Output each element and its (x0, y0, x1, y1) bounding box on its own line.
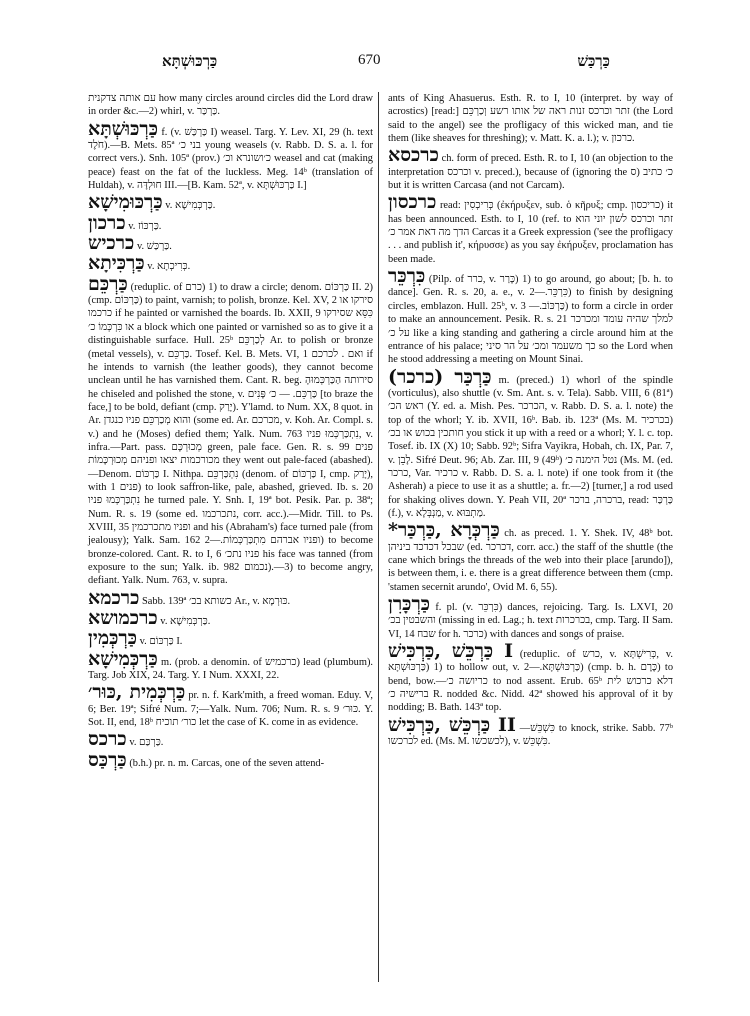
entry-headword: כַּרְכִּיתָא (88, 252, 145, 275)
right-column (388, 92, 673, 749)
entry-headword: כַּרְכַּס (88, 748, 127, 771)
dictionary-entry (388, 713, 673, 749)
page-header (90, 52, 650, 74)
dictionary-entry (88, 211, 373, 234)
entry-headword: כַּרְכּוּשְׁתָּא (88, 117, 159, 140)
entry-definition: ants of King Ahasuerus. Esth. R. to I, 10 (interpret. by way of acrostics) [read:] זתר וכרכס זנות ראה של אותו רשע וְכַרְכֵּם (the Lord said to the angel) see the profligacy of this wicked man, and tie them (like sheaves for threshing); v. Matt. K. a. l.); v. כרכון. (388, 93, 673, 145)
dictionary-entry (88, 586, 373, 609)
entry-headword: *כַּרְכְּרָא ,כַּרְכַּר (388, 519, 500, 542)
entry-definition: (b.h.) pr. n. m. Carcas, one of the seven attend- (129, 757, 325, 769)
dictionary-entry (388, 521, 673, 594)
entry-definition: read: כְּרִיכְסִין (ἐκήρυξεν, sub. ὁ κῆρυξ; cmp. כריכסון) it has been announced. Esth. to I, 10 (ref. to זתר וכרכס לשון יוני הוא הדך מה דאת אמר כ׳ Carcas it a Greek expression ('see the profligacy . . . and publish it', κήρυσσε) as you say ἐκήρυξεν, proclamation has been made. (388, 200, 673, 265)
dictionary-entry (88, 748, 373, 771)
entry-definition: m. (prob. a denomin. of כרכמיש) lead (plumbum). Targ. Job XIX, 24. Targ. Y. I Num. XXXI, 22. (88, 656, 373, 682)
dictionary-entry (388, 267, 673, 366)
dictionary-entry (88, 272, 374, 588)
page-number: 670 (358, 52, 381, 68)
entry-headword: כרכמא (88, 586, 140, 609)
entry-headword: (כרכר) כַּרְכַּר (388, 365, 492, 388)
entry-headword: כַּרְכֵּשׁ ,כַּרְכִּישׁ II (388, 713, 516, 736)
entry-headword: כִּרְכֵּר (388, 265, 426, 288)
entry-headword: כַּרְכּוּמִישָׁא (88, 191, 163, 214)
entry-headword: כרכסא (388, 144, 439, 167)
entry-definition: עם אותה צדקנית how many circles around circles did the Lord draw in order &c.—2) whirl, v. כַּרְכַּר. (88, 93, 373, 118)
entry-headword: כרכיש (88, 232, 135, 255)
dictionary-entry (388, 595, 673, 641)
dictionary-entry (88, 730, 373, 749)
dictionary-entry (88, 629, 373, 648)
dictionary-entry (388, 365, 674, 521)
dictionary-entry (88, 234, 373, 253)
dictionary-entry (88, 92, 373, 119)
entry-definition: —כִּשְׁכֵּשׁ to knock, strike. Sabb. 77ᵇ לכרכשו ed. (Ms. M. לכשכשו), v. כִּשְׁכֵּשׁ. (388, 722, 673, 748)
entry-definition: Sabb. 139ª כשותא בכ׳ Ar., v. כּוּרְמָא. (141, 595, 291, 607)
dictionary-entry (88, 683, 373, 729)
dictionary-entry (88, 193, 373, 212)
entry-definition: ch. form of preced. Esth. R. to I, 10 (an objection to the interpretation וכרכס v. preced.), because of (ignoring the ס) כ׳ כתיב but it is written Carcasa (and not Carcam). (388, 153, 674, 192)
entry-headword: כַּרְכְּמִית ,כּוּר׳ (88, 681, 186, 704)
entry-definition: pr. n. f. Kark'mith, a freed woman. Eduy. V, 6; Ber. 19ª; Sifré Num. 7;—Yalk. Num. 706; Num. R. s. 9 כּוּר׳. Y. Sot. II, end, 18ᵇ כור׳ תוכיח let the case of K. come in as evidence. (88, 690, 373, 729)
entry-headword: כרכון (88, 211, 126, 234)
entry-headword: כַּרְכְּמִישָׁא (88, 647, 158, 670)
entry-definition: v. כְּרִיכְתָא. (147, 261, 191, 273)
entry-definition: v. כַּרְכְּמִישָׁא. (165, 200, 216, 212)
header-left-headword: כַּרְכּוּשְׁתָּא (162, 52, 218, 70)
entry-headword: כרכס (88, 728, 127, 751)
entry-definition: v. כַּרְכְּמִישָׁא. (160, 616, 211, 628)
entry-definition: f. pl. (v. כִּרְכֵּר) dances, rejoicing. Targ. Is. LXVI, 20 והשבטין בכ׳ (missing in ed. Lag.; h. text בכרכרות, cmp. Targ. II Sam. VI, 14 שבח for h. כרכר) with dances and songs of praise. (388, 602, 674, 640)
header-right-headword: כַּרְכַּשׁ (577, 52, 610, 70)
column-divider (378, 92, 379, 982)
entry-definition: v. כַּרְכַּם. (129, 737, 164, 749)
entry-definition: (reduplic. of כרש, v. כְּרִישְׁתָּא, v. כַּרְכּוּשְׁתָּא) 1) to hollow out, v. כַּרְכּוּשְׁתָּא.—2) (cmp. b. h. כֶּרֶם) to bend, bow.—כריושה כ׳ to nod assent. Erub. 65ᵇ דלא כרכוש לית ברישיה כ׳ R. nodded &c. Nidd. 42ª showed his approval of it by nodding; B. Bath. 143ª top. (388, 649, 674, 714)
entry-definition: m. (preced.) 1) whorl of the spindle (vorticulus), also shuttle (v. Sm. Ant. s. v. Tela). Sabb. VIII, 6 (81ª) ראש הכ׳ (Y. ed. a. Mish. Pes. הכרכר, v. Rabb. D. S. a. l. note) the top of the whorl; Y. ib. XVII, 16ᵇ. Bab. ib. 123ª (Ms. M. בכרכיר) חותכין בכוש או בכ׳ you stick it up with a reed or a whorl; Y. l. c. top. Tosef. ib. IX (X) 10; Sabb. 92ᵇ; Sifra Vayikra, Hobah, ch. IX, Par. 7, v. לָבֵן. Sifré Deut. 96; Ab. Zar. III, 9 (49ᵇ) נטל הימנה כ׳ (Ms. M. (ed. כרכר, Var. כרכיר v. Rabb. D. S. a. l. note) if one took from it (the Asherah) a piece to use it as a shuttle; a. fr.—2) [turner,] a rod used for shaking olives down. Y. Peah VII, 20ª ברכרה, ברכר, read: כַּרְכַּר (f.), v. מַנְבְּלָא, v. מַתְבּוּא. (388, 374, 674, 519)
entry-definition: v. כַּרְכּוֹם I. (139, 636, 183, 648)
dictionary-entry (388, 92, 673, 145)
entry-headword: כַּרְכֵּשׁ ,כַּרְכִּישׁ I (388, 640, 514, 663)
dictionary-entry (388, 642, 673, 715)
entry-definition: f. (v. כַּרְכַּשׁ I) weasel. Targ. Y. Lev. XI, 29 (h. text חֹלֶד).—B. Mets. 85ª בני כ׳ young weasels (v. Rabb. D. S. a. l. for correct vers.). Snh. 105ª (prov.) כ׳ושונרא וכ׳ weasel and cat (making peace) feast on the fat of the luckless. Meg. 14ᵇ (translation of Huldah), v. חוּלְדָּה III.—[B. Kam. 52ª, v. כַּרְכּוּשְׁתָּא I.] (88, 126, 374, 192)
entry-definition: ch. as preced. 1. Y. Shek. IV, 48ᵇ bot. שבכל דכדכד ביניהן (ed. דכרכר, corr. acc.) the staff of the shuttle (the cane which brings the threads of the web into their place [arundo]), is between them, i. e. there is a great difference between them (cmp. 'stamen secernit arundo', Ovid M. 6, 55). (388, 528, 673, 593)
entry-headword: כרכסון (388, 191, 437, 214)
dictionary-entry (88, 609, 373, 628)
entry-headword: כרכמושא (88, 607, 158, 630)
entry-headword: כַּרְכָּרִן (388, 593, 431, 616)
entry-definition: v. כַּרְכּוֹז. (128, 220, 162, 232)
dictionary-entry (388, 193, 673, 266)
entry-headword: כַּרְכֵּם (88, 272, 128, 295)
dictionary-entry (388, 146, 673, 192)
dictionary-entry (88, 117, 374, 193)
entry-definition: (Pilp. of כרר, v. כָּרַר) 1) to go around, go about; [b. h. to dance]. Gen. R. s. 20, a. e., v. כִּרְכֵּר.—2) to finish by designing circles, emblazon. Hull. 25ᵇ, v. כַּרְכּוֹב.— 3) to form a circle in order to make an announcement. Pesik. R. s. 21 למלך שהיה עומד ומכרכר על כ׳ like a king standing and gathering a circle around him at the entrance of his palace; כך משעמד ומכ׳ על הר סיני so the Lord when he stood addressing a meeting on Mount Sinai. (388, 274, 674, 366)
entry-headword: כַּרְכְּמִין (88, 627, 137, 650)
dictionary-entry (88, 647, 373, 683)
left-column (88, 92, 373, 771)
entry-definition: v. כַּרְכַּשׁ. (136, 241, 172, 253)
entry-definition: (reduplic. of כרם) 1) to draw a circle; denom. כַּרְכּוֹם II. 2) (cmp. כַּרְכּוֹם) to paint, varnish; to polish, bronze. Kel. XV, 2 סירקו או כרכמו if he painted or varnished the boards. Ib. XXII, 9 כִּסֵּא שסירקו או כִּרְכְּמוֹ כ׳ a block which one painted or varnished so as to give it a distinguishable surface. Hull. 25ᵇ לְכַרְכֵּם Ar. to polish or bronze (metal vessels), v. כַּרְכֵּם. Tosef. Kel. B. Mets. VI, 1 ואם . לכרכם if he intends to varnish (the leather goods), they cannot become unclean until he has varnished them. Cant. R. beg. סירותה הַכַּרְכְּמוּהָ he chiseled and polished the stone, v. כַּרְכֵּם. — כ׳ פָּנִים [to braze the face,] to be bold, defiant (cmp. יָרַק). Y'lamd. to Num. XX, 8 quot. in Ar. והוא מְכַרְכֵּם פניו כנגדן (some ed. Ar. מכרכם, v. Koh. Ar. Compl. s. v.) and he (Moses) defied them; Yalk. Num. 763 נִתְכַּרְכְּמוּ פניו, v. infra.—Part. pass. מְכוּרְכָּם green, pale face. Gen. R. s. 99 פנים מכורכמות יצאו ופניהם מְכוּרְכָּמוֹת they went out pale-faced (abashed).—Denom. כַּרְכּוֹם I. Nithpa. נִתְכַּרְכֵּם (denom. of כַּרְכּוֹם I, cmp. יָרַק), with פנים 1) to look saffron-like, pale, abashed, grieved. Ib. s. 20 נִתְכַּרְכְּמוּ פניו he turned pale. Y. Snh. I, 19ª bot. Pesik. Par. p. 38ª; Num. R. s. 19 (some ed. נתכרכמו, corr. acc.).—Midr. Till. to Ps. XVIII, 35 ופניו מתכרכמין and his (Abraham's) face turned pale (from jealousy); Yalk. Sam. 162 ופניו אברהם מִתְכַּרְכְּמוֹת.—2) to become bronze-colored. Cant. R. to I, 6 פניו נתכ׳ his face was tanned (from exposure to the sun; Yalk. ib. 982 נכמום).—3) to become angry, defiant. Yalk. Num. 763, v. supra. (88, 281, 374, 587)
dictionary-entry (88, 254, 373, 273)
